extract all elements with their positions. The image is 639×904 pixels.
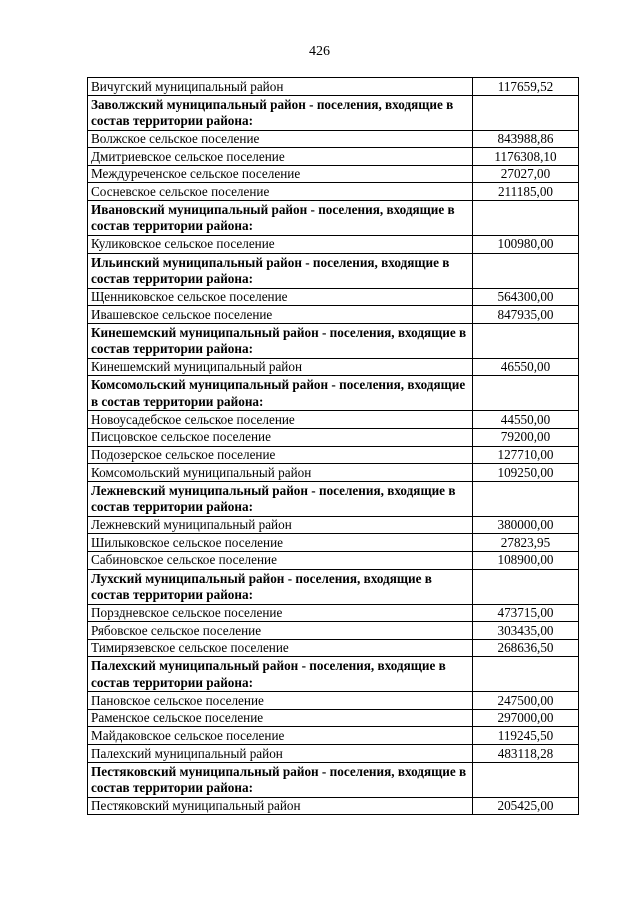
amount-cell: 27823,95	[473, 534, 579, 552]
settlement-name: Писцовское сельское поселение	[88, 428, 473, 446]
table-row	[88, 165, 579, 183]
district-heading: Ильинский муниципальный район - поселения, входящие в состав территории района:	[88, 253, 473, 288]
amount-cell: 1176308,10	[473, 148, 579, 166]
amount-cell: 108900,00	[473, 551, 579, 569]
table-row	[88, 183, 579, 201]
district-heading: Кинешемский муниципальный район - поселения, входящие в состав территории района:	[88, 323, 473, 358]
district-heading: Комсомольский муниципальный район - поселения, входящие в состав территории района:	[88, 376, 473, 411]
table-row	[88, 604, 579, 622]
table-row	[88, 288, 579, 306]
district-heading-row	[88, 323, 579, 358]
settlement-name: Раменское сельское поселение	[88, 709, 473, 727]
table-row	[88, 534, 579, 552]
table-row	[88, 709, 579, 727]
table-row	[88, 130, 579, 148]
district-heading-row	[88, 200, 579, 235]
amount-cell: 205425,00	[473, 797, 579, 815]
amount-cell	[473, 569, 579, 604]
amount-cell	[473, 253, 579, 288]
district-heading-row	[88, 95, 579, 130]
table-row	[88, 358, 579, 376]
district-heading-row	[88, 762, 579, 797]
district-heading-row	[88, 569, 579, 604]
amount-cell: 847935,00	[473, 306, 579, 324]
amount-cell: 297000,00	[473, 709, 579, 727]
amount-cell: 483118,28	[473, 745, 579, 763]
settlement-name: Волжское сельское поселение	[88, 130, 473, 148]
table-row	[88, 516, 579, 534]
amount-cell	[473, 762, 579, 797]
table-body	[88, 78, 579, 815]
table-row	[88, 551, 579, 569]
amount-cell: 100980,00	[473, 235, 579, 253]
district-heading-row	[88, 481, 579, 516]
settlement-name: Майдаковское сельское поселение	[88, 727, 473, 745]
settlement-name: Комсомольский муниципальный район	[88, 464, 473, 482]
settlement-name: Рябовское сельское поселение	[88, 622, 473, 640]
district-heading: Заволжский муниципальный район - поселения, входящие в состав территории района:	[88, 95, 473, 130]
settlement-name: Куликовское сельское поселение	[88, 235, 473, 253]
amount-cell: 27027,00	[473, 165, 579, 183]
table-row	[88, 411, 579, 429]
district-heading: Лежневский муниципальный район - поселения, входящие в состав территории района:	[88, 481, 473, 516]
amount-cell: 303435,00	[473, 622, 579, 640]
amount-cell: 268636,50	[473, 639, 579, 657]
amount-cell: 119245,50	[473, 727, 579, 745]
amount-cell	[473, 376, 579, 411]
table-row	[88, 464, 579, 482]
table-row	[88, 797, 579, 815]
table-row	[88, 727, 579, 745]
settlement-name: Кинешемский муниципальный район	[88, 358, 473, 376]
table-row	[88, 745, 579, 763]
amount-cell: 44550,00	[473, 411, 579, 429]
amount-cell: 247500,00	[473, 692, 579, 710]
table-row	[88, 235, 579, 253]
amount-cell	[473, 323, 579, 358]
table-row	[88, 622, 579, 640]
settlement-name: Ивашевское сельское поселение	[88, 306, 473, 324]
district-heading: Пестяковский муниципальный район - поселения, входящие в состав территории района:	[88, 762, 473, 797]
settlement-name: Щенниковское сельское поселение	[88, 288, 473, 306]
amount-cell: 109250,00	[473, 464, 579, 482]
amount-cell: 127710,00	[473, 446, 579, 464]
district-heading-row	[88, 657, 579, 692]
settlement-name: Подозерское сельское поселение	[88, 446, 473, 464]
amount-cell: 564300,00	[473, 288, 579, 306]
table-row	[88, 428, 579, 446]
amount-cell: 843988,86	[473, 130, 579, 148]
amount-cell: 79200,00	[473, 428, 579, 446]
settlement-name: Лежневский муниципальный район	[88, 516, 473, 534]
settlement-name: Сабиновское сельское поселение	[88, 551, 473, 569]
amount-cell: 473715,00	[473, 604, 579, 622]
settlement-name: Вичугский муниципальный район	[88, 78, 473, 96]
amount-cell: 211185,00	[473, 183, 579, 201]
district-heading-row	[88, 376, 579, 411]
settlement-name: Пестяковский муниципальный район	[88, 797, 473, 815]
table-row	[88, 639, 579, 657]
amount-cell	[473, 200, 579, 235]
table-row	[88, 148, 579, 166]
amount-cell	[473, 657, 579, 692]
table-row	[88, 446, 579, 464]
district-heading-row	[88, 253, 579, 288]
amount-cell: 380000,00	[473, 516, 579, 534]
settlement-name: Новоусадебское сельское поселение	[88, 411, 473, 429]
district-heading: Палехский муниципальный район - поселения, входящие в состав территории района:	[88, 657, 473, 692]
amount-cell: 46550,00	[473, 358, 579, 376]
settlement-name: Междуреченское сельское поселение	[88, 165, 473, 183]
amount-cell: 117659,52	[473, 78, 579, 96]
table-row	[88, 692, 579, 710]
amount-cell	[473, 95, 579, 130]
settlement-name: Порздневское сельское поселение	[88, 604, 473, 622]
settlement-name: Палехский муниципальный район	[88, 745, 473, 763]
settlement-name: Дмитриевское сельское поселение	[88, 148, 473, 166]
settlement-name: Сосневское сельское поселение	[88, 183, 473, 201]
amount-cell	[473, 481, 579, 516]
table-row	[88, 78, 579, 96]
settlement-name: Шилыковское сельское поселение	[88, 534, 473, 552]
settlement-name: Пановское сельское поселение	[88, 692, 473, 710]
page-number: 426	[309, 44, 330, 59]
district-heading: Ивановский муниципальный район - поселения, входящие в состав территории района:	[88, 200, 473, 235]
district-heading: Лухский муниципальный район - поселения, входящие в состав территории района:	[88, 569, 473, 604]
budget-table	[87, 77, 579, 815]
settlement-name: Тимирязевское сельское поселение	[88, 639, 473, 657]
table-row	[88, 306, 579, 324]
